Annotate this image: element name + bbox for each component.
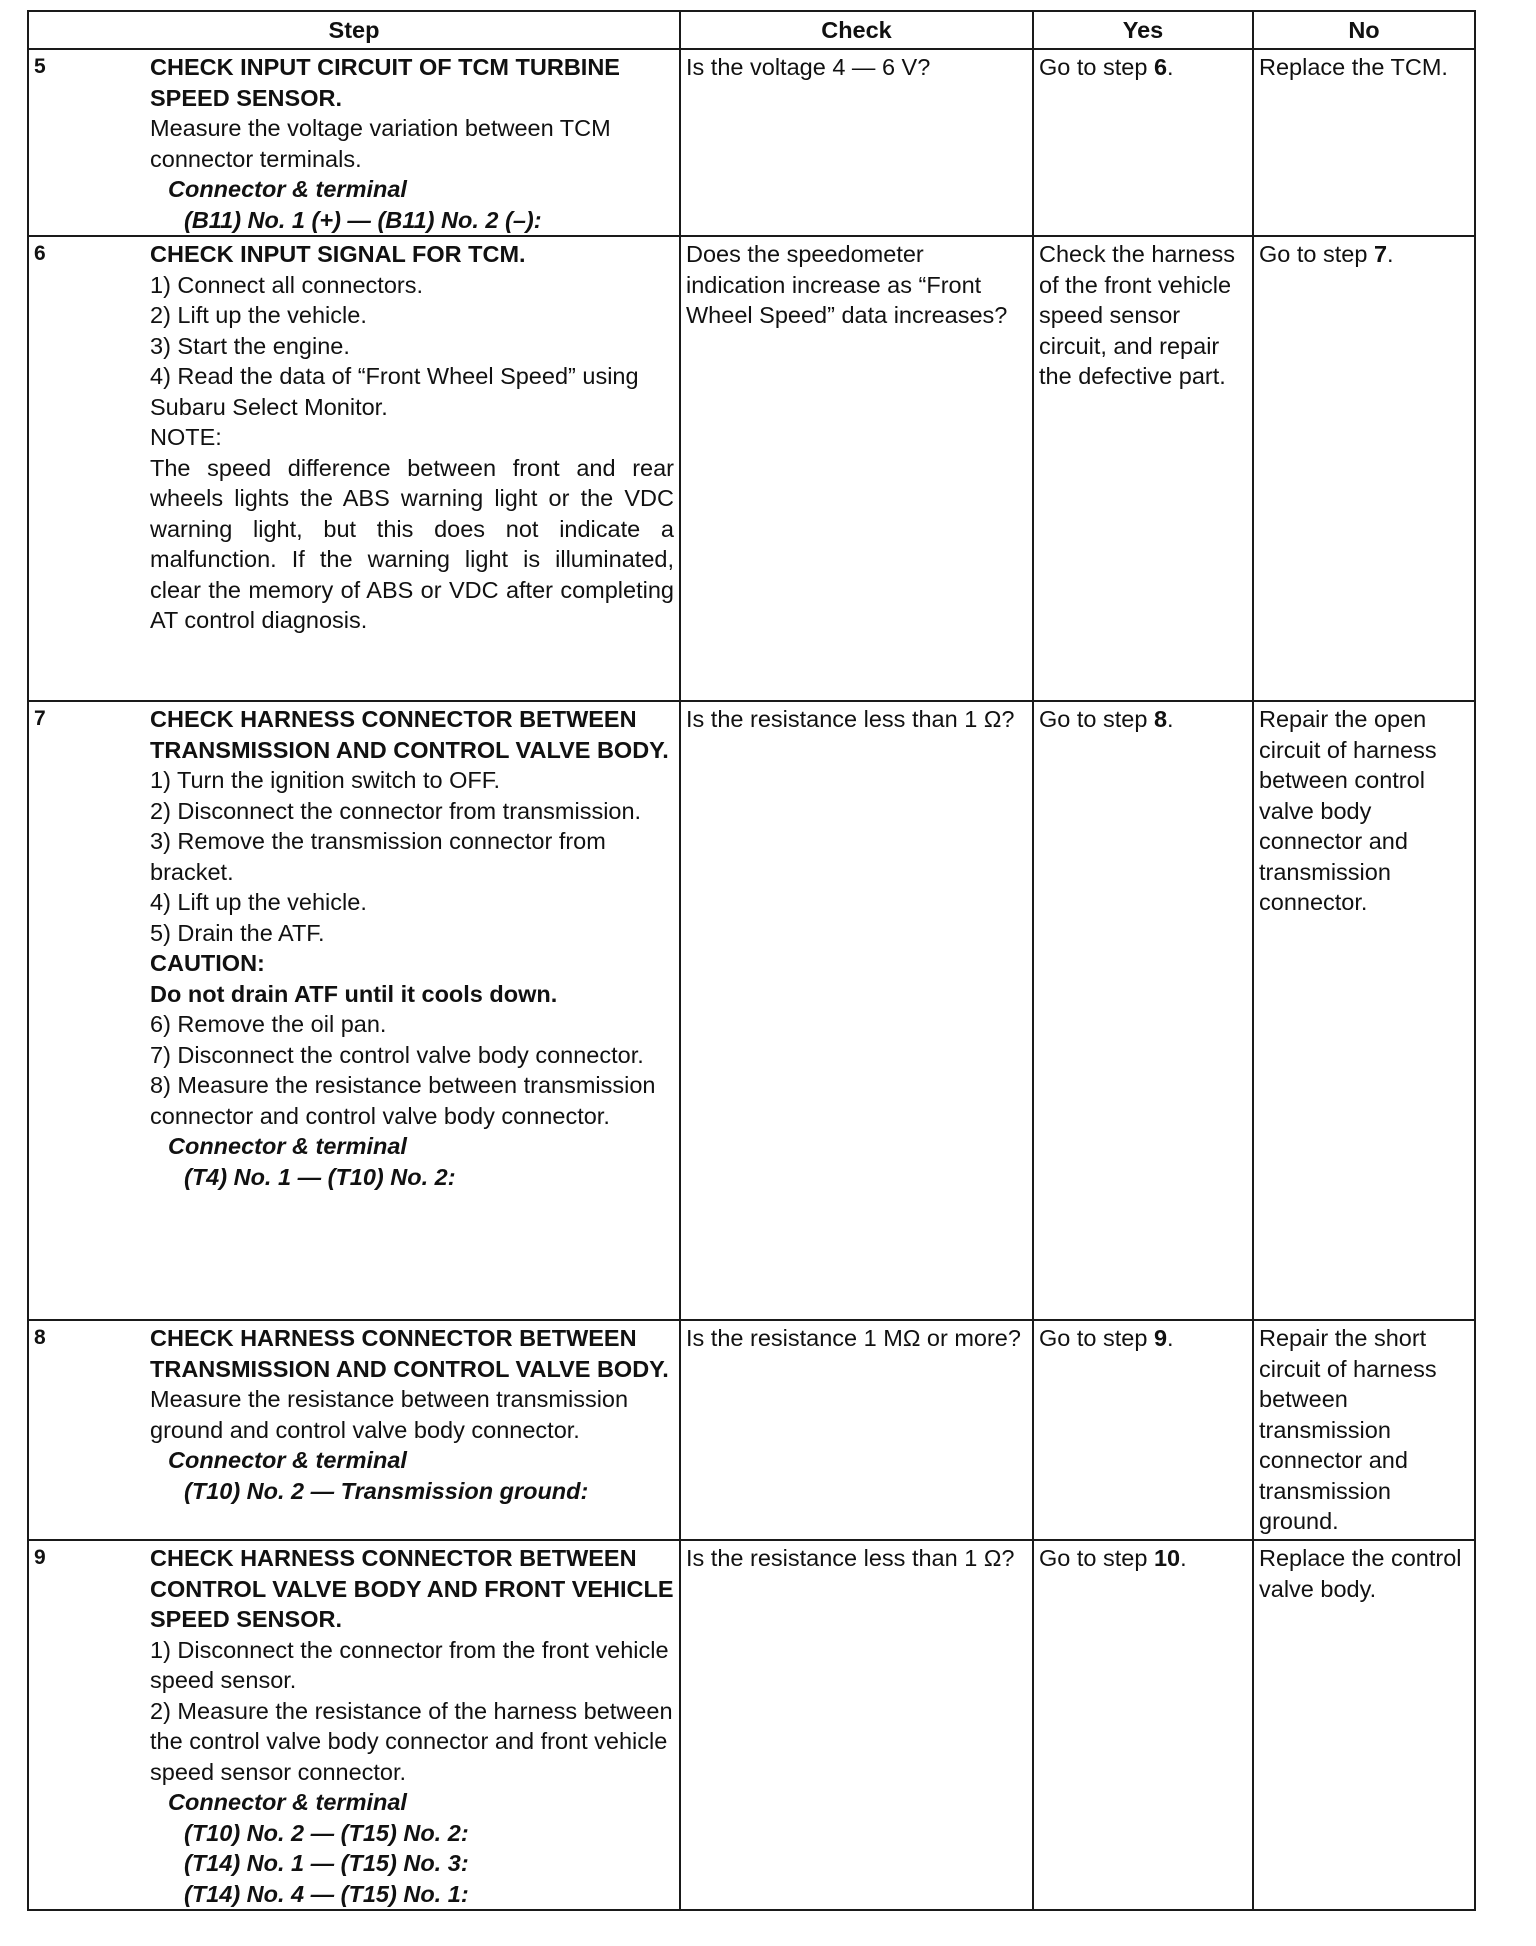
procedure-item: 1) Disconnect the connector from the front vehicle speed sensor. [150, 1636, 669, 1693]
connector-terminal-value: (T14) No. 1 — (T15) No. 3: [184, 1850, 469, 1876]
table-row [28, 701, 1475, 1320]
table-row [28, 49, 1475, 236]
header-step: Step [28, 11, 680, 49]
step-cell [28, 49, 680, 236]
header-yes: Yes [1033, 11, 1253, 49]
yes-suffix: . [1167, 1325, 1174, 1351]
note-text: The speed difference between front and rear wheels lights the ABS warning light or the VDC warning light, but this does not indicate a malfunction. If the warning light is illuminated, clear the memory of ABS or VDC after completing AT control diagnosis. [150, 454, 674, 633]
step-cell [28, 1540, 680, 1910]
diagnostic-table [27, 10, 1476, 1911]
no-cell: Replace the control valve body. [1253, 1540, 1475, 1910]
procedure-item: 4) Read the data of “Front Wheel Speed” using Subaru Select Monitor. [150, 363, 639, 420]
step-title: CHECK HARNESS CONNECTOR BETWEEN TRANSMISSION AND CONTROL VALVE BODY. [150, 1325, 669, 1382]
yes-prefix: Go to step [1039, 1545, 1154, 1571]
connector-terminal-label: Connector & terminal [168, 1789, 407, 1815]
step-cell [28, 236, 680, 701]
step-cell [28, 701, 680, 1320]
procedure-item: 4) Lift up the vehicle. [150, 889, 367, 915]
check-cell: Is the resistance less than 1 Ω? [680, 1540, 1033, 1910]
procedure-item: 3) Remove the transmission connector from bracket. [150, 828, 606, 885]
yes-cell [1033, 1320, 1253, 1540]
no-cell: Replace the TCM. [1253, 49, 1475, 236]
procedure-item: 7) Disconnect the control valve body connector. [150, 1041, 644, 1068]
step-number: 6 [34, 242, 46, 265]
table-row [28, 236, 1475, 701]
header-no: No [1253, 11, 1475, 49]
yes-suffix: . [1180, 1545, 1187, 1571]
connector-terminal-label: Connector & terminal [168, 1133, 407, 1159]
procedure-item: 2) Lift up the vehicle. [150, 302, 367, 328]
yes-suffix: . [1167, 706, 1174, 732]
no-prefix: Go to step [1259, 241, 1374, 267]
step-cell [28, 1320, 680, 1540]
step-text: Measure the resistance between transmission ground and control valve body connector. [150, 1386, 629, 1443]
connector-terminal-value: (T14) No. 4 — (T15) No. 1: [184, 1880, 469, 1907]
procedure-item: 3) Start the engine. [150, 332, 350, 359]
step-number: 9 [34, 1546, 46, 1569]
check-cell: Does the speedometer indication increase as “Front Wheel Speed” data increases? [680, 236, 1033, 701]
yes-step-ref: 10 [1153, 1545, 1181, 1571]
note-label: NOTE: [150, 424, 222, 450]
connector-terminal-label: Connector & terminal [168, 1447, 407, 1473]
step-number: 8 [34, 1326, 46, 1349]
procedure-item: 6) Remove the oil pan. [150, 1011, 387, 1037]
table-row [28, 1540, 1475, 1910]
header-check: Check [680, 11, 1033, 49]
caution-label: CAUTION: [150, 950, 265, 976]
yes-cell [1033, 701, 1253, 1320]
yes-suffix: . [1167, 54, 1174, 80]
step-number: 5 [34, 55, 46, 78]
procedure-item: 8) Measure the resistance between transmission connector and control valve body connector. [150, 1072, 656, 1129]
yes-cell [1033, 1540, 1253, 1910]
connector-terminal-value: (T10) No. 2 — Transmission ground: [184, 1477, 589, 1504]
procedure-item: 1) Connect all connectors. [150, 271, 424, 298]
connector-terminal-value: (T10) No. 2 — (T15) No. 2: [184, 1819, 469, 1846]
step-title: CHECK HARNESS CONNECTOR BETWEEN CONTROL VALVE BODY AND FRONT VEHICLE SPEED SENSOR. [150, 1545, 674, 1632]
step-title: CHECK HARNESS CONNECTOR BETWEEN TRANSMISSION AND CONTROL VALVE BODY. [150, 706, 669, 763]
yes-cell [1033, 49, 1253, 236]
no-cell: Repair the short circuit of harness between transmission connector and transmission ground. [1253, 1320, 1475, 1540]
yes-prefix: Go to step [1039, 706, 1154, 732]
check-cell: Is the resistance 1 MΩ or more? [680, 1320, 1033, 1540]
procedure-item: 2) Measure the resistance of the harness between the control valve body connector and front vehicle speed sensor connector. [150, 1697, 673, 1785]
yes-step-ref: 6 [1153, 54, 1168, 80]
step-title: CHECK INPUT CIRCUIT OF TCM TURBINE SPEED SENSOR. [150, 54, 620, 111]
check-cell: Is the voltage 4 — 6 V? [680, 49, 1033, 236]
connector-terminal-value: (B11) No. 1 (+) — (B11) No. 2 (–): [184, 206, 542, 233]
yes-cell: Check the harness of the front vehicle speed sensor circuit, and repair the defective part. [1033, 236, 1253, 701]
no-step-ref: 7 [1373, 241, 1388, 267]
caution-text: Do not drain ATF until it cools down. [150, 980, 558, 1007]
connector-terminal-value: (T4) No. 1 — (T10) No. 2: [184, 1163, 456, 1190]
procedure-item: 2) Disconnect the connector from transmission. [150, 797, 642, 824]
check-cell: Is the resistance less than 1 Ω? [680, 701, 1033, 1320]
yes-prefix: Go to step [1039, 1325, 1154, 1351]
yes-step-ref: 8 [1153, 706, 1168, 732]
procedure-item: 5) Drain the ATF. [150, 919, 325, 946]
connector-terminal-label: Connector & terminal [168, 176, 407, 202]
step-title: CHECK INPUT SIGNAL FOR TCM. [150, 241, 526, 267]
yes-prefix: Go to step [1039, 54, 1154, 80]
procedure-item: 1) Turn the ignition switch to OFF. [150, 767, 501, 793]
yes-step-ref: 9 [1153, 1325, 1168, 1351]
table-row [28, 1320, 1475, 1540]
step-text: Measure the voltage variation between TCM connector terminals. [150, 115, 611, 172]
no-cell: Repair the open circuit of harness between control valve body connector and transmission connector. [1253, 701, 1475, 1320]
step-number: 7 [34, 707, 46, 730]
header-row [28, 11, 1475, 49]
no-suffix: . [1387, 241, 1394, 267]
no-cell [1253, 236, 1475, 701]
